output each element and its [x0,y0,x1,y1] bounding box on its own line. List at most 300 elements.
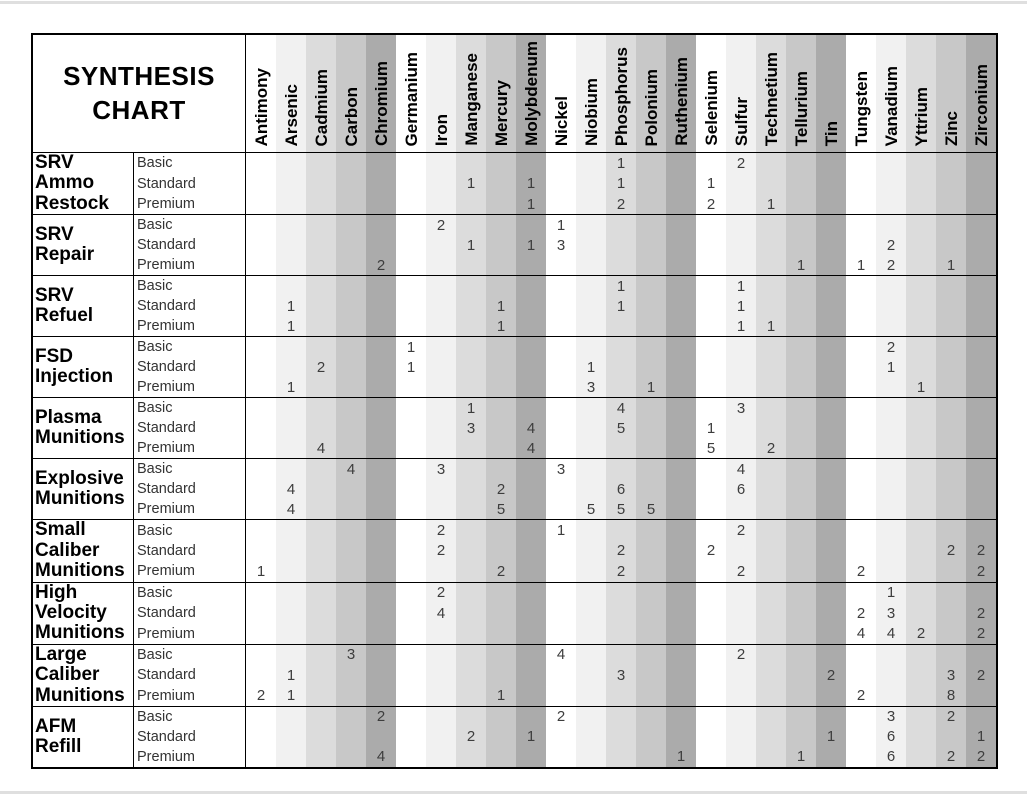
tier-label-text: Basic [137,339,173,356]
qty-cell [336,296,366,316]
qty-cell [366,665,396,685]
qty-cell [756,707,786,727]
qty-cell: 3 [546,235,576,255]
qty-cell [366,276,396,296]
qty-cell: 4 [726,459,756,479]
column-header-label: Cadmium [311,68,331,146]
qty-cell: 1 [456,173,486,193]
qty-cell [756,603,786,623]
qty-cell [786,153,816,173]
qty-cell [306,194,336,214]
qty-cell [786,357,816,377]
qty-cell [366,296,396,316]
qty-cell [456,603,486,623]
column-header-cell [576,35,606,152]
column-header-cell [696,35,726,152]
qty-cell [786,561,816,581]
qty-cell [426,255,456,275]
qty-cell [576,561,606,581]
qty-cell [246,479,276,499]
qty-cell [846,398,876,418]
qty-cell: 2 [756,438,786,458]
qty-cell [456,357,486,377]
qty-cell [816,499,846,519]
qty-cell [516,337,546,357]
qty-cell [816,398,846,418]
qty-cell: 2 [486,561,516,581]
qty-cell [756,623,786,643]
qty-cell: 1 [726,296,756,316]
column-header-cell [876,35,906,152]
qty-cell [486,337,516,357]
qty-cell [726,418,756,438]
qty-cell [276,707,306,727]
qty-cell [846,747,876,767]
qty-cell [966,337,996,357]
qty-cell [636,623,666,643]
qty-cell [516,561,546,581]
qty-cell [306,337,336,357]
qty-cell [246,541,276,561]
qty-cell [276,541,306,561]
qty-cell [906,276,936,296]
qty-cell [606,727,636,747]
qty-cell [366,479,396,499]
tier-label-text: Basic [137,646,173,663]
qty-cell [666,215,696,235]
column-header-label: Sulfur [731,96,751,146]
qty-cell [576,418,606,438]
qty-cell [426,316,456,336]
qty-cell [486,418,516,438]
qty-cell [966,276,996,296]
qty-cell [906,520,936,540]
qty-cell [756,541,786,561]
qty-cell [696,747,726,767]
tier-label-text: Basic [137,217,173,234]
tier-label-text: Standard [137,481,196,498]
qty-cell: 1 [636,377,666,397]
qty-cell [336,583,366,603]
qty-cell [546,727,576,747]
qty-cell [666,603,696,623]
column-header-label: Selenium [701,70,721,146]
group-label-line: High [35,582,78,603]
qty-cell [396,398,426,418]
tier-label-text: Premium [137,440,196,457]
qty-cell: 3 [336,645,366,665]
tier-label-text: Standard [137,175,196,192]
column-header-cell [366,35,396,152]
qty-cell: 1 [756,316,786,336]
qty-cell [786,727,816,747]
tier-label [134,747,246,767]
qty-cell [486,398,516,418]
qty-cell: 3 [876,603,906,623]
qty-cell [306,747,336,767]
qty-cell [246,438,276,458]
tier-label-text: Basic [137,155,173,172]
qty-cell: 2 [426,520,456,540]
qty-cell [846,479,876,499]
qty-cell [606,645,636,665]
tier-label [134,645,246,665]
qty-cell [246,235,276,255]
qty-cell [696,398,726,418]
tier-label [134,418,246,438]
qty-cell [516,276,546,296]
qty-cell [486,438,516,458]
qty-cell [246,377,276,397]
qty-cell [246,255,276,275]
qty-cell [876,499,906,519]
qty-cell [696,215,726,235]
qty-cell [636,276,666,296]
qty-cell [786,438,816,458]
qty-cell [426,235,456,255]
qty-cell: 2 [726,561,756,581]
qty-cell [636,337,666,357]
column-header-label: Technetium [761,51,781,146]
column-header-cell [426,35,456,152]
tier-label-text: Premium [137,196,196,213]
qty-cell [636,583,666,603]
qty-cell [516,499,546,519]
qty-cell [606,583,636,603]
qty-cell [516,357,546,377]
qty-cell [846,337,876,357]
group-label-line: Injection [35,366,114,388]
qty-cell [276,459,306,479]
qty-cell [456,707,486,727]
qty-cell: 3 [876,707,906,727]
qty-cell [786,296,816,316]
qty-cell [846,541,876,561]
qty-cell [696,665,726,685]
qty-cell [546,194,576,214]
qty-cell [546,377,576,397]
recipe-group [33,336,996,397]
qty-cell [876,686,906,706]
qty-cell: 1 [606,153,636,173]
qty-cell: 1 [276,296,306,316]
qty-cell [366,316,396,336]
qty-cell [756,296,786,316]
qty-cell [906,727,936,747]
qty-cell [816,337,846,357]
qty-cell [246,337,276,357]
qty-cell [426,438,456,458]
qty-cell [426,707,456,727]
qty-cell [456,194,486,214]
qty-cell [726,173,756,193]
qty-cell: 1 [516,235,546,255]
qty-cell [276,173,306,193]
qty-cell [906,296,936,316]
qty-cell [516,479,546,499]
qty-cell [756,215,786,235]
qty-cell [846,499,876,519]
qty-cell: 2 [966,623,996,643]
tier-label-text: Standard [137,420,196,437]
qty-cell [666,194,696,214]
tier-label-text: Premium [137,318,196,335]
qty-cell [366,520,396,540]
qty-cell [696,583,726,603]
group-label-line: AFM [35,715,77,737]
qty-cell [336,255,366,275]
column-header-label: Carbon [341,86,361,146]
qty-cell [816,561,846,581]
tier-label [134,194,246,214]
qty-cell [726,583,756,603]
qty-cell [366,623,396,643]
qty-cell: 4 [516,418,546,438]
qty-cell [606,316,636,336]
group-label [33,645,134,706]
qty-cell [246,194,276,214]
qty-cell: 5 [636,499,666,519]
qty-cell: 2 [726,520,756,540]
qty-cell: 2 [966,561,996,581]
qty-cell [816,623,846,643]
tier-label-text: Basic [137,278,173,295]
qty-cell [786,215,816,235]
qty-cell [816,645,846,665]
qty-cell [456,377,486,397]
qty-cell: 3 [576,377,606,397]
qty-cell: 2 [246,686,276,706]
qty-cell: 2 [906,623,936,643]
qty-cell [876,215,906,235]
qty-cell: 1 [876,583,906,603]
qty-cell: 1 [246,561,276,581]
qty-cell [336,707,366,727]
qty-cell [246,276,276,296]
qty-cell [696,276,726,296]
qty-cell [516,316,546,336]
qty-cell [516,296,546,316]
tier-label [134,215,246,235]
qty-cell [636,727,666,747]
qty-cell [546,541,576,561]
column-header-cell [636,35,666,152]
qty-cell [306,255,336,275]
qty-cell: 2 [606,561,636,581]
qty-cell [756,645,786,665]
qty-cell [636,357,666,377]
tier-label [134,337,246,357]
tier-label [134,499,246,519]
qty-cell [456,316,486,336]
qty-cell [606,603,636,623]
column-header-label: Tellurium [791,70,811,146]
qty-cell [756,747,786,767]
qty-cell [366,645,396,665]
qty-cell [426,153,456,173]
qty-cell [426,276,456,296]
qty-cell [276,727,306,747]
qty-cell [906,316,936,336]
qty-cell [306,173,336,193]
qty-cell [696,707,726,727]
qty-cell [846,173,876,193]
qty-cell [786,337,816,357]
qty-cell: 1 [726,316,756,336]
tier-label [134,623,246,643]
qty-cell: 3 [936,665,966,685]
qty-cell [906,603,936,623]
qty-cell [876,377,906,397]
qty-cell [816,707,846,727]
qty-cell [696,727,726,747]
qty-cell [246,645,276,665]
qty-cell [336,337,366,357]
qty-cell: 1 [276,316,306,336]
qty-cell [396,418,426,438]
qty-cell [456,459,486,479]
qty-cell [576,276,606,296]
group-label-line: Munitions [35,622,125,644]
recipe-group [33,644,996,706]
qty-cell [576,747,606,767]
column-header-cell [276,35,306,152]
qty-cell [816,459,846,479]
qty-cell [936,215,966,235]
qty-cell [336,398,366,418]
qty-cell [966,173,996,193]
chart-title-line-2: CHART [92,94,186,125]
qty-cell [696,235,726,255]
qty-cell [936,296,966,316]
qty-cell [306,561,336,581]
qty-cell [696,561,726,581]
qty-cell [696,623,726,643]
qty-cell [366,398,396,418]
qty-cell [366,337,396,357]
qty-cell [516,398,546,418]
qty-cell [846,153,876,173]
qty-cell [456,499,486,519]
qty-cell [366,153,396,173]
qty-cell [666,377,696,397]
qty-cell [906,337,936,357]
qty-cell [636,173,666,193]
qty-cell [876,276,906,296]
qty-cell [846,276,876,296]
tier-label [134,459,246,479]
qty-cell [396,623,426,643]
qty-cell [516,541,546,561]
qty-cell [456,296,486,316]
qty-cell [456,479,486,499]
qty-cell [936,337,966,357]
qty-cell: 1 [606,173,636,193]
qty-cell: 1 [486,686,516,706]
qty-cell [636,459,666,479]
group-label-line: Plasma [35,406,102,428]
group-label-line: Caliber [35,664,100,686]
qty-cell [306,520,336,540]
qty-cell [486,153,516,173]
qty-cell [576,194,606,214]
qty-cell [276,357,306,377]
qty-cell: 3 [456,418,486,438]
qty-cell [876,665,906,685]
qty-cell [366,583,396,603]
qty-cell [846,583,876,603]
qty-cell [456,337,486,357]
qty-cell: 1 [276,665,306,685]
qty-cell [666,459,696,479]
qty-cell [306,603,336,623]
qty-cell [636,418,666,438]
tier-label-text: Premium [137,257,196,274]
qty-cell [756,153,786,173]
qty-cell [636,296,666,316]
tier-label [134,520,246,540]
qty-cell [396,520,426,540]
qty-cell [546,603,576,623]
qty-cell [666,686,696,706]
tier-label [134,316,246,336]
qty-cell [816,377,846,397]
qty-cell [666,583,696,603]
qty-cell: 3 [726,398,756,418]
qty-cell [516,583,546,603]
qty-cell [606,686,636,706]
qty-cell [336,153,366,173]
qty-cell [696,357,726,377]
qty-cell [666,520,696,540]
qty-cell [666,255,696,275]
qty-cell [576,316,606,336]
qty-cell [336,316,366,336]
qty-cell [306,479,336,499]
tier-label-text: Premium [137,748,196,765]
group-label-line: Munitions [35,427,125,449]
qty-cell [726,255,756,275]
qty-cell [936,316,966,336]
group-label-line: Ammo [35,172,95,194]
qty-cell [876,438,906,458]
qty-cell [936,561,966,581]
qty-cell [546,276,576,296]
qty-cell [726,337,756,357]
tier-label-text: Basic [137,400,173,417]
qty-cell [276,438,306,458]
qty-cell [576,296,606,316]
qty-cell [966,194,996,214]
qty-cell [726,707,756,727]
qty-cell [276,645,306,665]
qty-cell: 2 [426,215,456,235]
qty-cell [696,645,726,665]
qty-cell [906,153,936,173]
column-header-label: Nickel [551,95,571,146]
qty-cell [546,337,576,357]
qty-cell [336,603,366,623]
qty-cell [606,707,636,727]
qty-cell [306,583,336,603]
qty-cell [906,173,936,193]
qty-cell [756,686,786,706]
qty-cell [456,541,486,561]
qty-cell [816,173,846,193]
column-header-label: Arsenic [281,83,301,146]
qty-cell [246,398,276,418]
qty-cell [756,357,786,377]
